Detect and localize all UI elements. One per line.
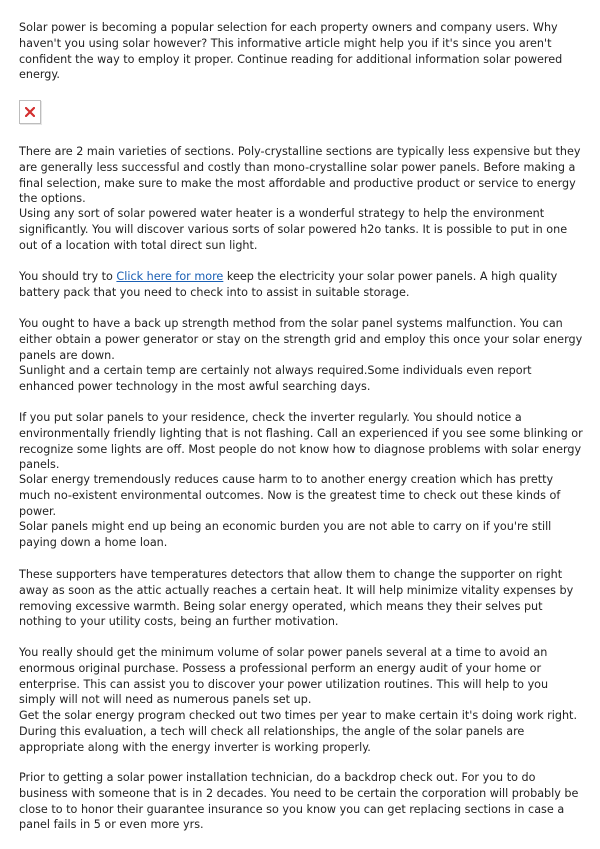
broken-image-icon — [19, 100, 41, 124]
paragraph-attic-fans: These supporters have temperatures detectors that allow them to change the supporter on right away as soon as the attic actually reaches a certain heat. It will help minimize vitality expenses by removing excessive warmth. Being solar energy operated, which means they their selves put nothing to your utility costs, being an further motivation. — [19, 568, 574, 629]
paragraph-checkup: Get the solar energy program checked out two times per year to make certain it's doing work right. During this evaluation, a tech will check all relationships, the angle of the solar panels are appropriate along with the energy inverter is working properly. — [19, 709, 577, 754]
click-here-link[interactable]: Click here for more — [116, 270, 224, 283]
paragraph-backup-power: You ought to have a back up strength method from the solar panel systems malfunction. You can either obtain a power generator or stay on the strength grid and employ this once your solar energy panels are down. — [19, 317, 583, 362]
paragraph-battery-text-start: You should try to — [19, 270, 117, 283]
paragraph-sunlight: Sunlight and a certain temp are certainly not always required.Some individuals even report enhanced power technology in the most awful searching days. — [19, 364, 532, 393]
paragraph-panel-types: There are 2 main varieties of sections. Poly-crystalline sections are typically less expensive but they are generally less successful and costly than mono-crystalline solar power panels. Before making a final selection, make sure to make the most affordable and productive product or service to energy the options. — [19, 145, 581, 206]
paragraph-intro: Solar power is becoming a popular selection for each property owners and company users. Why haven't you using solar however? This informative article might help you if it's since you aren't confident the way to employ it proper. Continue reading for additional information solar powered energy. — [19, 21, 563, 82]
paragraph-background-check: Prior to getting a solar power installation technician, do a backdrop check out. For you to do business with someone that is in 2 decades. You need to be certain the corporation will probably be close to to honor their guarantee insurance so you know you can get replacing sections in case a panel fails in 5 or even more yrs. — [19, 771, 579, 832]
paragraph-economic-burden: Solar panels might end up being an economic burden you are not able to carry on if you're still paying down a home loan. — [19, 520, 552, 549]
paragraph-minimum-panels: You really should get the minimum volume of solar power panels several at a time to avoid an enormous original purchase. Possess a professional perform an energy audit of your home or enterprise. This can assist you to discover your power utilization routines. This will help to you simply will not will need as numerous panels set up. — [19, 646, 549, 707]
paragraph-inverter: If you put solar panels to your residence, check the inverter regularly. You should notice a environmentally friendly lighting that is not flashing. Call an experienced if you see some blinking or recognize some lights are off. Most people do not know how to diagnose problems with solar energy panels. — [19, 411, 583, 472]
paragraph-battery-text-end: keep the electricity your solar power panels. A high quality battery pack that you need to check into to assist in suitable storage. — [19, 270, 558, 299]
paragraph-environment: Solar energy tremendously reduces cause harm to to another energy creation which has pretty much no-existent environmental outcomes. Now is the greatest time to check out these kinds of power. — [19, 473, 561, 518]
paragraph-battery — [19, 269, 584, 301]
paragraph-water-heater: Using any sort of solar powered water heater is a wonderful strategy to help the environment significantly. You will discover various sorts of solar powered h2o tanks. It is possible to put in one out of a location with total direct sun light. — [19, 207, 568, 252]
